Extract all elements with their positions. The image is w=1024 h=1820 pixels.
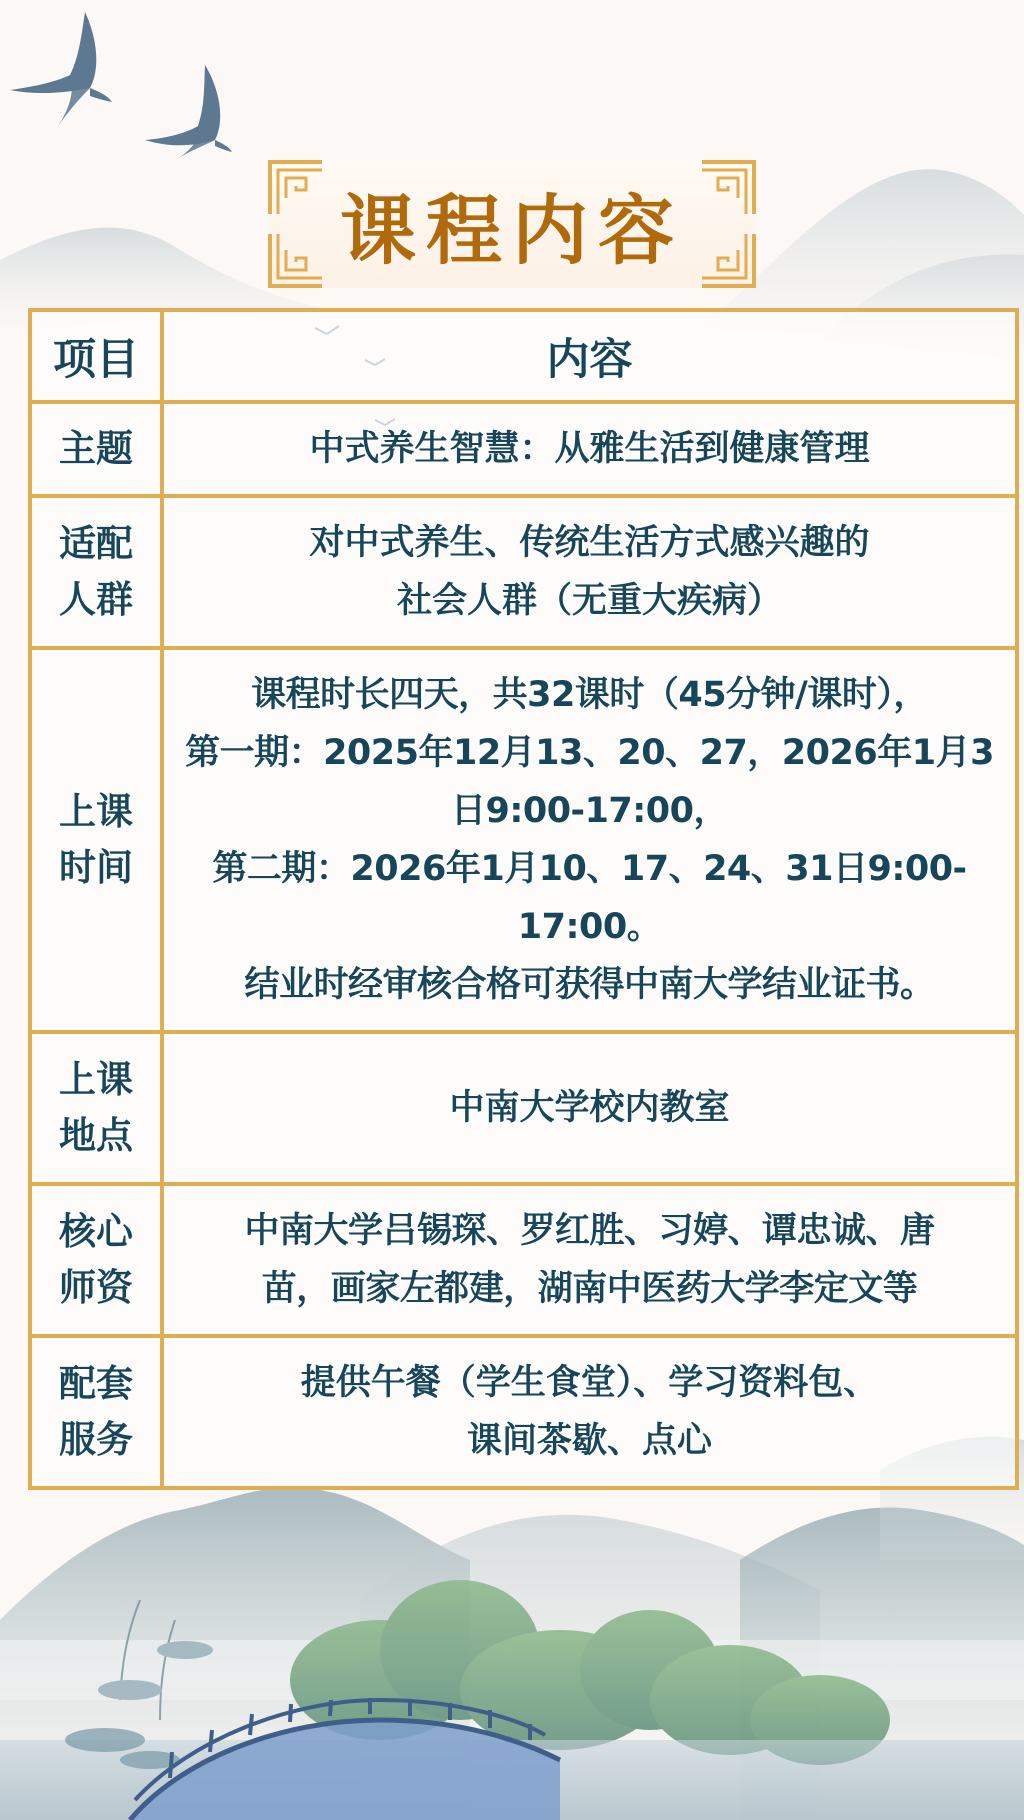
- row-value-audience: [162, 496, 1017, 648]
- row-value-theme: [162, 402, 1017, 496]
- header-item-cell: 项目: [30, 310, 162, 402]
- table-row-schedule: [30, 648, 1017, 1032]
- value-line: 结业时经审核合格可获得中南大学结业证书。: [244, 965, 935, 1005]
- value-line: 苗，画家左都建，湖南中医药大学李定文等: [261, 1269, 918, 1309]
- value-line: 对中式养生、传统生活方式感兴趣的: [309, 523, 870, 563]
- value-line: 提供午餐（学生食堂）、学习资料包、: [300, 1363, 879, 1403]
- value-line: 17:00。: [517, 907, 662, 947]
- label-line: 适配: [59, 522, 133, 565]
- value-line: 第一期：2025年12月13、20、27，2026年1月3: [185, 733, 994, 773]
- label-line: 配套: [59, 1362, 133, 1405]
- table-row-audience: [30, 496, 1017, 648]
- value-line: 中式养生智慧：从雅生活到健康管理: [309, 429, 870, 469]
- value-line: 社会人群（无重大疾病）: [396, 581, 782, 621]
- swallow-bird-icon: [145, 65, 232, 160]
- label-line: 主题: [59, 427, 133, 470]
- label-line: 上课: [59, 790, 133, 833]
- row-label-faculty: [30, 1184, 162, 1336]
- row-label-theme: [30, 402, 162, 496]
- row-value-faculty: [162, 1184, 1017, 1336]
- row-label-audience: [30, 496, 162, 648]
- label-line: 上课: [59, 1058, 133, 1101]
- row-label-schedule: [30, 648, 162, 1032]
- page-title: 课程内容: [340, 185, 684, 275]
- swallow-bird-icon: [10, 12, 112, 130]
- table-row-location: [30, 1032, 1017, 1184]
- label-line: 地点: [59, 1114, 133, 1157]
- label-line: 师资: [59, 1266, 133, 1309]
- label-line: 核心: [59, 1210, 133, 1253]
- table-row-services: [30, 1336, 1017, 1488]
- row-label-location: [30, 1032, 162, 1184]
- label-line: 时间: [59, 846, 133, 889]
- table-header-row: [30, 310, 1017, 402]
- value-line: 课间茶歇、点心: [466, 1421, 712, 1461]
- header-content-cell: 内容: [162, 310, 1017, 402]
- row-label-services: [30, 1336, 162, 1488]
- value-line: 课程时长四天，共32课时（45分钟/课时），: [251, 675, 928, 715]
- label-line: 人群: [59, 578, 133, 621]
- value-line: 中南大学校内教室: [449, 1088, 730, 1128]
- label-line: 服务: [59, 1418, 133, 1461]
- table-row-theme: [30, 402, 1017, 496]
- value-line: 中南大学吕锡琛、罗红胜、习婷、谭忠诚、唐: [244, 1211, 935, 1251]
- row-value-location: [162, 1032, 1017, 1184]
- row-value-services: [162, 1336, 1017, 1488]
- table-row-faculty: [30, 1184, 1017, 1336]
- value-line: 第二期：2026年1月10、17、24、31日9:00-: [212, 849, 967, 889]
- row-value-schedule: [162, 648, 1017, 1032]
- value-line: 日9:00-17:00，: [451, 791, 728, 831]
- course-content-table: [28, 308, 1019, 1490]
